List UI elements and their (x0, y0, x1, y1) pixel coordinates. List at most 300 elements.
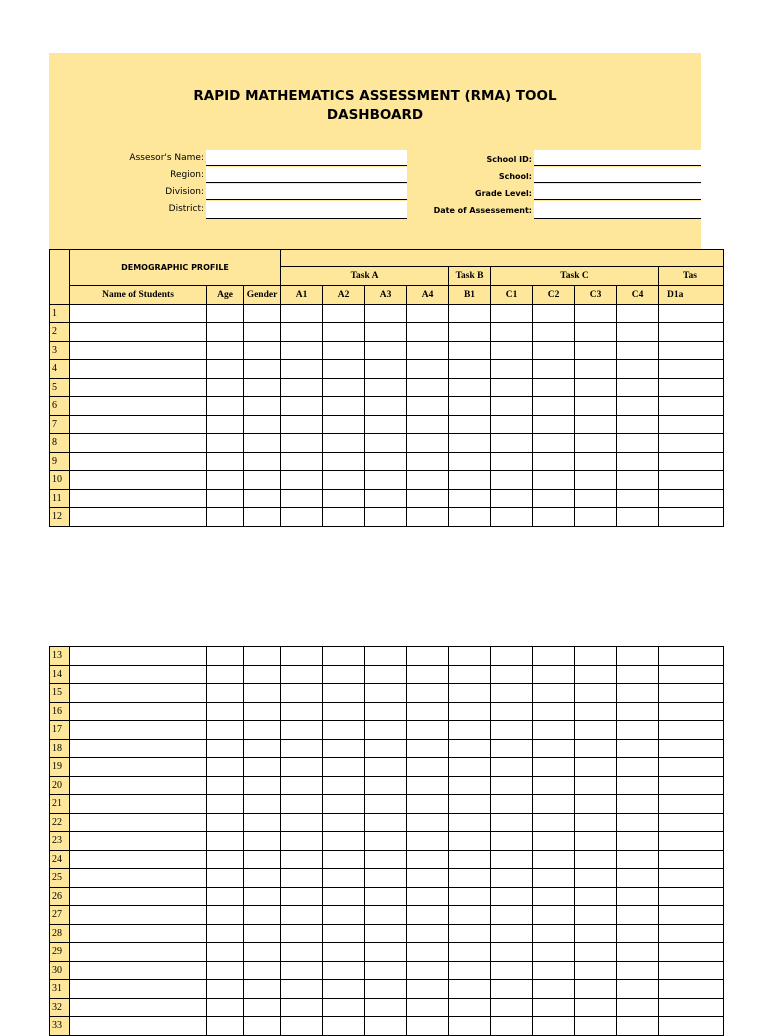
cell-gender[interactable] (244, 323, 281, 342)
cell-a2[interactable] (323, 665, 365, 684)
cell-age[interactable] (207, 813, 244, 832)
cell-c3[interactable] (575, 961, 617, 980)
cell-c3[interactable] (575, 758, 617, 777)
cell-a3[interactable] (365, 924, 407, 943)
cell-c4[interactable] (617, 906, 659, 925)
cell-a3[interactable] (365, 360, 407, 379)
cell-a4[interactable] (407, 832, 449, 851)
cell-a3[interactable] (365, 961, 407, 980)
cell-c3[interactable] (575, 1017, 617, 1036)
cell-a3[interactable] (365, 471, 407, 490)
cell-gender[interactable] (244, 702, 281, 721)
cell-c2[interactable] (533, 1017, 575, 1036)
cell-a3[interactable] (365, 415, 407, 434)
cell-a1[interactable] (281, 850, 323, 869)
cell-a2[interactable] (323, 647, 365, 666)
cell-c4[interactable] (617, 304, 659, 323)
cell-c3[interactable] (575, 665, 617, 684)
cell-c2[interactable] (533, 832, 575, 851)
cell-d1a[interactable] (659, 341, 724, 360)
cell-age[interactable] (207, 721, 244, 740)
cell-c3[interactable] (575, 924, 617, 943)
cell-d1a[interactable] (659, 647, 724, 666)
cell-d1a[interactable] (659, 684, 724, 703)
cell-c2[interactable] (533, 813, 575, 832)
cell-c3[interactable] (575, 906, 617, 925)
cell-a4[interactable] (407, 702, 449, 721)
cell-a4[interactable] (407, 813, 449, 832)
cell-age[interactable] (207, 415, 244, 434)
cell-c4[interactable] (617, 471, 659, 490)
cell-name-of-students[interactable] (70, 943, 207, 962)
cell-gender[interactable] (244, 508, 281, 527)
cell-a1[interactable] (281, 721, 323, 740)
cell-name-of-students[interactable] (70, 1017, 207, 1036)
cell-a4[interactable] (407, 323, 449, 342)
cell-c3[interactable] (575, 943, 617, 962)
cell-name-of-students[interactable] (70, 906, 207, 925)
cell-a1[interactable] (281, 998, 323, 1017)
cell-a4[interactable] (407, 869, 449, 888)
cell-c4[interactable] (617, 702, 659, 721)
cell-a3[interactable] (365, 489, 407, 508)
cell-a1[interactable] (281, 360, 323, 379)
cell-a4[interactable] (407, 452, 449, 471)
grade-level-field[interactable] (534, 184, 701, 200)
cell-a2[interactable] (323, 378, 365, 397)
cell-c1[interactable] (491, 702, 533, 721)
cell-c3[interactable] (575, 832, 617, 851)
cell-a1[interactable] (281, 943, 323, 962)
cell-age[interactable] (207, 961, 244, 980)
cell-a2[interactable] (323, 684, 365, 703)
cell-age[interactable] (207, 434, 244, 453)
cell-gender[interactable] (244, 721, 281, 740)
cell-c3[interactable] (575, 341, 617, 360)
cell-a1[interactable] (281, 1017, 323, 1036)
cell-b1[interactable] (449, 471, 491, 490)
cell-a4[interactable] (407, 434, 449, 453)
cell-d1a[interactable] (659, 943, 724, 962)
cell-name-of-students[interactable] (70, 739, 207, 758)
cell-c4[interactable] (617, 489, 659, 508)
cell-b1[interactable] (449, 415, 491, 434)
cell-c4[interactable] (617, 341, 659, 360)
cell-a2[interactable] (323, 924, 365, 943)
cell-gender[interactable] (244, 795, 281, 814)
cell-c1[interactable] (491, 758, 533, 777)
cell-c4[interactable] (617, 1017, 659, 1036)
cell-c4[interactable] (617, 323, 659, 342)
cell-c1[interactable] (491, 304, 533, 323)
cell-c2[interactable] (533, 304, 575, 323)
cell-c2[interactable] (533, 323, 575, 342)
cell-c3[interactable] (575, 869, 617, 888)
cell-a1[interactable] (281, 758, 323, 777)
cell-name-of-students[interactable] (70, 869, 207, 888)
cell-a4[interactable] (407, 998, 449, 1017)
cell-a3[interactable] (365, 397, 407, 416)
cell-c1[interactable] (491, 508, 533, 527)
cell-d1a[interactable] (659, 452, 724, 471)
cell-gender[interactable] (244, 739, 281, 758)
cell-b1[interactable] (449, 980, 491, 999)
cell-b1[interactable] (449, 434, 491, 453)
cell-c2[interactable] (533, 776, 575, 795)
cell-c4[interactable] (617, 647, 659, 666)
cell-b1[interactable] (449, 684, 491, 703)
cell-c4[interactable] (617, 665, 659, 684)
cell-c1[interactable] (491, 795, 533, 814)
cell-a3[interactable] (365, 998, 407, 1017)
cell-c2[interactable] (533, 943, 575, 962)
cell-a1[interactable] (281, 961, 323, 980)
cell-a4[interactable] (407, 489, 449, 508)
cell-gender[interactable] (244, 758, 281, 777)
cell-a4[interactable] (407, 887, 449, 906)
cell-c3[interactable] (575, 795, 617, 814)
cell-a2[interactable] (323, 397, 365, 416)
cell-d1a[interactable] (659, 795, 724, 814)
cell-gender[interactable] (244, 1017, 281, 1036)
cell-age[interactable] (207, 998, 244, 1017)
cell-a3[interactable] (365, 378, 407, 397)
cell-a1[interactable] (281, 906, 323, 925)
cell-a2[interactable] (323, 887, 365, 906)
cell-a4[interactable] (407, 739, 449, 758)
cell-c1[interactable] (491, 471, 533, 490)
cell-gender[interactable] (244, 452, 281, 471)
cell-a4[interactable] (407, 721, 449, 740)
cell-b1[interactable] (449, 721, 491, 740)
cell-name-of-students[interactable] (70, 489, 207, 508)
cell-c3[interactable] (575, 415, 617, 434)
cell-b1[interactable] (449, 508, 491, 527)
cell-d1a[interactable] (659, 924, 724, 943)
cell-a2[interactable] (323, 739, 365, 758)
cell-a3[interactable] (365, 869, 407, 888)
cell-a2[interactable] (323, 415, 365, 434)
cell-age[interactable] (207, 1017, 244, 1036)
cell-gender[interactable] (244, 684, 281, 703)
cell-a3[interactable] (365, 323, 407, 342)
cell-a4[interactable] (407, 471, 449, 490)
cell-c3[interactable] (575, 887, 617, 906)
cell-c4[interactable] (617, 980, 659, 999)
cell-c1[interactable] (491, 813, 533, 832)
cell-c4[interactable] (617, 397, 659, 416)
cell-a3[interactable] (365, 452, 407, 471)
cell-d1a[interactable] (659, 961, 724, 980)
cell-c4[interactable] (617, 452, 659, 471)
cell-age[interactable] (207, 665, 244, 684)
cell-gender[interactable] (244, 887, 281, 906)
cell-age[interactable] (207, 887, 244, 906)
cell-name-of-students[interactable] (70, 341, 207, 360)
cell-a1[interactable] (281, 434, 323, 453)
cell-c1[interactable] (491, 869, 533, 888)
cell-b1[interactable] (449, 758, 491, 777)
cell-a3[interactable] (365, 887, 407, 906)
cell-c2[interactable] (533, 869, 575, 888)
assessor-name-field[interactable] (206, 150, 407, 166)
cell-c1[interactable] (491, 906, 533, 925)
cell-a2[interactable] (323, 850, 365, 869)
cell-a3[interactable] (365, 943, 407, 962)
cell-a1[interactable] (281, 341, 323, 360)
cell-d1a[interactable] (659, 508, 724, 527)
cell-a3[interactable] (365, 304, 407, 323)
cell-gender[interactable] (244, 980, 281, 999)
cell-c3[interactable] (575, 304, 617, 323)
cell-c2[interactable] (533, 795, 575, 814)
cell-d1a[interactable] (659, 489, 724, 508)
cell-age[interactable] (207, 850, 244, 869)
cell-a2[interactable] (323, 508, 365, 527)
cell-d1a[interactable] (659, 887, 724, 906)
cell-d1a[interactable] (659, 397, 724, 416)
cell-gender[interactable] (244, 998, 281, 1017)
cell-c1[interactable] (491, 341, 533, 360)
cell-c1[interactable] (491, 378, 533, 397)
cell-c1[interactable] (491, 850, 533, 869)
cell-name-of-students[interactable] (70, 887, 207, 906)
cell-c3[interactable] (575, 378, 617, 397)
cell-gender[interactable] (244, 869, 281, 888)
cell-a1[interactable] (281, 832, 323, 851)
cell-b1[interactable] (449, 795, 491, 814)
cell-b1[interactable] (449, 702, 491, 721)
cell-gender[interactable] (244, 415, 281, 434)
cell-c4[interactable] (617, 887, 659, 906)
cell-c4[interactable] (617, 795, 659, 814)
cell-c4[interactable] (617, 721, 659, 740)
cell-a1[interactable] (281, 647, 323, 666)
cell-c2[interactable] (533, 378, 575, 397)
cell-name-of-students[interactable] (70, 665, 207, 684)
cell-d1a[interactable] (659, 702, 724, 721)
cell-age[interactable] (207, 647, 244, 666)
cell-gender[interactable] (244, 647, 281, 666)
cell-age[interactable] (207, 739, 244, 758)
cell-a3[interactable] (365, 980, 407, 999)
cell-a3[interactable] (365, 739, 407, 758)
cell-c3[interactable] (575, 850, 617, 869)
cell-a4[interactable] (407, 684, 449, 703)
cell-b1[interactable] (449, 832, 491, 851)
cell-name-of-students[interactable] (70, 452, 207, 471)
cell-a4[interactable] (407, 665, 449, 684)
cell-b1[interactable] (449, 850, 491, 869)
cell-a2[interactable] (323, 434, 365, 453)
cell-a2[interactable] (323, 943, 365, 962)
cell-name-of-students[interactable] (70, 980, 207, 999)
cell-gender[interactable] (244, 397, 281, 416)
cell-a1[interactable] (281, 776, 323, 795)
cell-b1[interactable] (449, 943, 491, 962)
cell-d1a[interactable] (659, 1017, 724, 1036)
cell-a2[interactable] (323, 360, 365, 379)
cell-a4[interactable] (407, 961, 449, 980)
cell-gender[interactable] (244, 489, 281, 508)
cell-c1[interactable] (491, 961, 533, 980)
cell-a3[interactable] (365, 832, 407, 851)
cell-a3[interactable] (365, 795, 407, 814)
cell-name-of-students[interactable] (70, 721, 207, 740)
cell-d1a[interactable] (659, 304, 724, 323)
cell-a2[interactable] (323, 1017, 365, 1036)
cell-gender[interactable] (244, 850, 281, 869)
cell-a2[interactable] (323, 758, 365, 777)
cell-a4[interactable] (407, 1017, 449, 1036)
cell-a1[interactable] (281, 980, 323, 999)
cell-name-of-students[interactable] (70, 850, 207, 869)
cell-c2[interactable] (533, 850, 575, 869)
cell-a2[interactable] (323, 795, 365, 814)
cell-a1[interactable] (281, 684, 323, 703)
cell-c2[interactable] (533, 508, 575, 527)
cell-d1a[interactable] (659, 869, 724, 888)
cell-a1[interactable] (281, 378, 323, 397)
cell-d1a[interactable] (659, 980, 724, 999)
cell-name-of-students[interactable] (70, 813, 207, 832)
cell-a1[interactable] (281, 813, 323, 832)
cell-c2[interactable] (533, 758, 575, 777)
cell-a3[interactable] (365, 1017, 407, 1036)
cell-b1[interactable] (449, 1017, 491, 1036)
cell-c1[interactable] (491, 323, 533, 342)
cell-c2[interactable] (533, 434, 575, 453)
cell-c3[interactable] (575, 776, 617, 795)
cell-c1[interactable] (491, 980, 533, 999)
cell-a4[interactable] (407, 850, 449, 869)
cell-c3[interactable] (575, 489, 617, 508)
cell-a2[interactable] (323, 961, 365, 980)
cell-a4[interactable] (407, 980, 449, 999)
cell-c1[interactable] (491, 943, 533, 962)
cell-d1a[interactable] (659, 832, 724, 851)
cell-c2[interactable] (533, 980, 575, 999)
cell-age[interactable] (207, 452, 244, 471)
cell-a2[interactable] (323, 980, 365, 999)
cell-age[interactable] (207, 397, 244, 416)
cell-c4[interactable] (617, 776, 659, 795)
cell-a4[interactable] (407, 795, 449, 814)
cell-c4[interactable] (617, 378, 659, 397)
cell-d1a[interactable] (659, 415, 724, 434)
cell-name-of-students[interactable] (70, 323, 207, 342)
cell-b1[interactable] (449, 323, 491, 342)
cell-b1[interactable] (449, 647, 491, 666)
cell-age[interactable] (207, 304, 244, 323)
cell-age[interactable] (207, 795, 244, 814)
cell-age[interactable] (207, 684, 244, 703)
cell-name-of-students[interactable] (70, 415, 207, 434)
cell-d1a[interactable] (659, 471, 724, 490)
cell-a2[interactable] (323, 452, 365, 471)
cell-name-of-students[interactable] (70, 961, 207, 980)
cell-b1[interactable] (449, 378, 491, 397)
cell-a4[interactable] (407, 943, 449, 962)
cell-a1[interactable] (281, 397, 323, 416)
cell-c2[interactable] (533, 739, 575, 758)
cell-c1[interactable] (491, 647, 533, 666)
cell-c1[interactable] (491, 776, 533, 795)
cell-age[interactable] (207, 508, 244, 527)
cell-a2[interactable] (323, 906, 365, 925)
cell-a2[interactable] (323, 471, 365, 490)
cell-d1a[interactable] (659, 758, 724, 777)
cell-c1[interactable] (491, 489, 533, 508)
cell-b1[interactable] (449, 998, 491, 1017)
cell-a2[interactable] (323, 489, 365, 508)
cell-a4[interactable] (407, 776, 449, 795)
cell-b1[interactable] (449, 341, 491, 360)
school-id-field[interactable] (534, 150, 701, 166)
cell-c4[interactable] (617, 360, 659, 379)
cell-c2[interactable] (533, 998, 575, 1017)
cell-a3[interactable] (365, 341, 407, 360)
cell-gender[interactable] (244, 961, 281, 980)
cell-a1[interactable] (281, 887, 323, 906)
cell-gender[interactable] (244, 665, 281, 684)
cell-d1a[interactable] (659, 998, 724, 1017)
cell-name-of-students[interactable] (70, 360, 207, 379)
cell-gender[interactable] (244, 813, 281, 832)
cell-c2[interactable] (533, 906, 575, 925)
cell-age[interactable] (207, 378, 244, 397)
cell-age[interactable] (207, 980, 244, 999)
cell-c3[interactable] (575, 397, 617, 416)
cell-c2[interactable] (533, 684, 575, 703)
cell-d1a[interactable] (659, 776, 724, 795)
cell-c3[interactable] (575, 684, 617, 703)
cell-c4[interactable] (617, 684, 659, 703)
cell-c1[interactable] (491, 924, 533, 943)
cell-c1[interactable] (491, 434, 533, 453)
cell-c2[interactable] (533, 702, 575, 721)
district-field[interactable] (206, 201, 407, 219)
cell-c3[interactable] (575, 471, 617, 490)
cell-b1[interactable] (449, 452, 491, 471)
cell-a2[interactable] (323, 341, 365, 360)
cell-c2[interactable] (533, 924, 575, 943)
cell-c4[interactable] (617, 415, 659, 434)
cell-c4[interactable] (617, 998, 659, 1017)
cell-a4[interactable] (407, 341, 449, 360)
division-field[interactable] (206, 184, 407, 200)
cell-c2[interactable] (533, 360, 575, 379)
cell-a1[interactable] (281, 452, 323, 471)
cell-a3[interactable] (365, 906, 407, 925)
cell-c2[interactable] (533, 665, 575, 684)
cell-a1[interactable] (281, 702, 323, 721)
cell-name-of-students[interactable] (70, 508, 207, 527)
cell-name-of-students[interactable] (70, 795, 207, 814)
cell-a3[interactable] (365, 508, 407, 527)
cell-c4[interactable] (617, 924, 659, 943)
school-field[interactable] (534, 167, 701, 183)
cell-c2[interactable] (533, 397, 575, 416)
cell-b1[interactable] (449, 924, 491, 943)
cell-b1[interactable] (449, 665, 491, 684)
cell-d1a[interactable] (659, 323, 724, 342)
cell-name-of-students[interactable] (70, 378, 207, 397)
cell-b1[interactable] (449, 869, 491, 888)
cell-b1[interactable] (449, 813, 491, 832)
cell-a3[interactable] (365, 721, 407, 740)
cell-c1[interactable] (491, 832, 533, 851)
